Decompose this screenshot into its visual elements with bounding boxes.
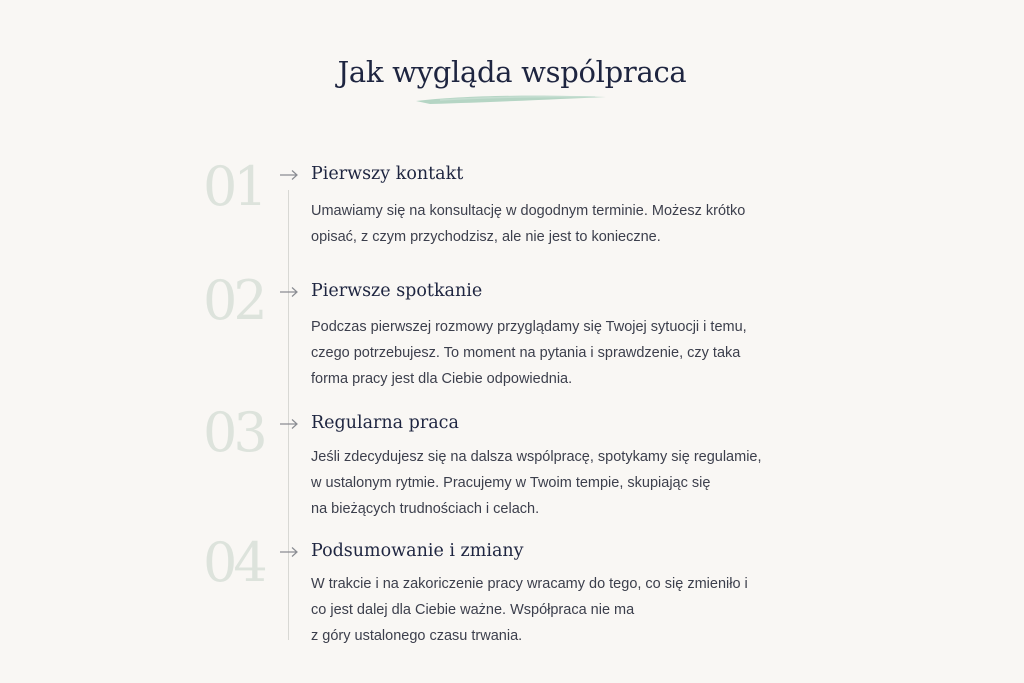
timeline-line — [288, 190, 289, 640]
description-line: na bieżących trudnościach i celach. — [311, 501, 540, 517]
step-number: 02 — [203, 269, 264, 332]
page-title: Jak wygląda wspólpraca — [337, 55, 687, 89]
description-line: forma pracy jest dla Ciebie odpowiednia. — [311, 371, 573, 387]
description-line: czego potrzebujesz. To moment na pytania i sprawdzenie, czy taka — [311, 345, 741, 361]
heading-container — [0, 55, 1024, 89]
arrow-right-icon — [279, 286, 299, 298]
description-line: z góry ustalonego czasu trwania. — [311, 628, 523, 644]
description-line: w ustalonym rytmie. Pracujemy w Twoim tempie, skupiając się — [311, 475, 711, 491]
arrow-right-icon — [279, 169, 299, 181]
description-line: opisać, z czym przychodzisz, ale nie jest to konieczne. — [311, 229, 661, 245]
step-title: Pierwszy kontakt — [311, 164, 464, 184]
step-description — [311, 198, 811, 250]
step-title: Podsumowanie i zmiany — [311, 541, 524, 561]
step-description — [311, 444, 811, 522]
arrow-right-icon — [279, 546, 299, 558]
step-number: 03 — [203, 401, 264, 464]
step-number: 01 — [203, 155, 264, 218]
description-line: co jest dalej dla Ciebie ważne. Współpraca nie ma — [311, 602, 635, 618]
description-line: Jeśli zdecydujesz się na dalsza wspólpracę, spotykamy się regulamie, — [311, 449, 762, 465]
step-description — [311, 314, 811, 392]
step-description — [311, 571, 811, 649]
step-title: Regularna praca — [311, 413, 459, 433]
arrow-right-icon — [279, 418, 299, 430]
description-line: Podczas pierwszej rozmowy przyglądamy się Twojej sytuocji i temu, — [311, 319, 747, 335]
step-number: 04 — [203, 531, 264, 594]
brush-stroke-underline — [410, 92, 610, 106]
description-line: Umawiamy się na konsultację w dogodnym terminie. Możesz krótko — [311, 203, 746, 219]
description-line: W trakcie i na zakoriczenie pracy wracamy do tego, co się zmieniło i — [311, 576, 748, 592]
step-title: Pierwsze spotkanie — [311, 281, 483, 301]
